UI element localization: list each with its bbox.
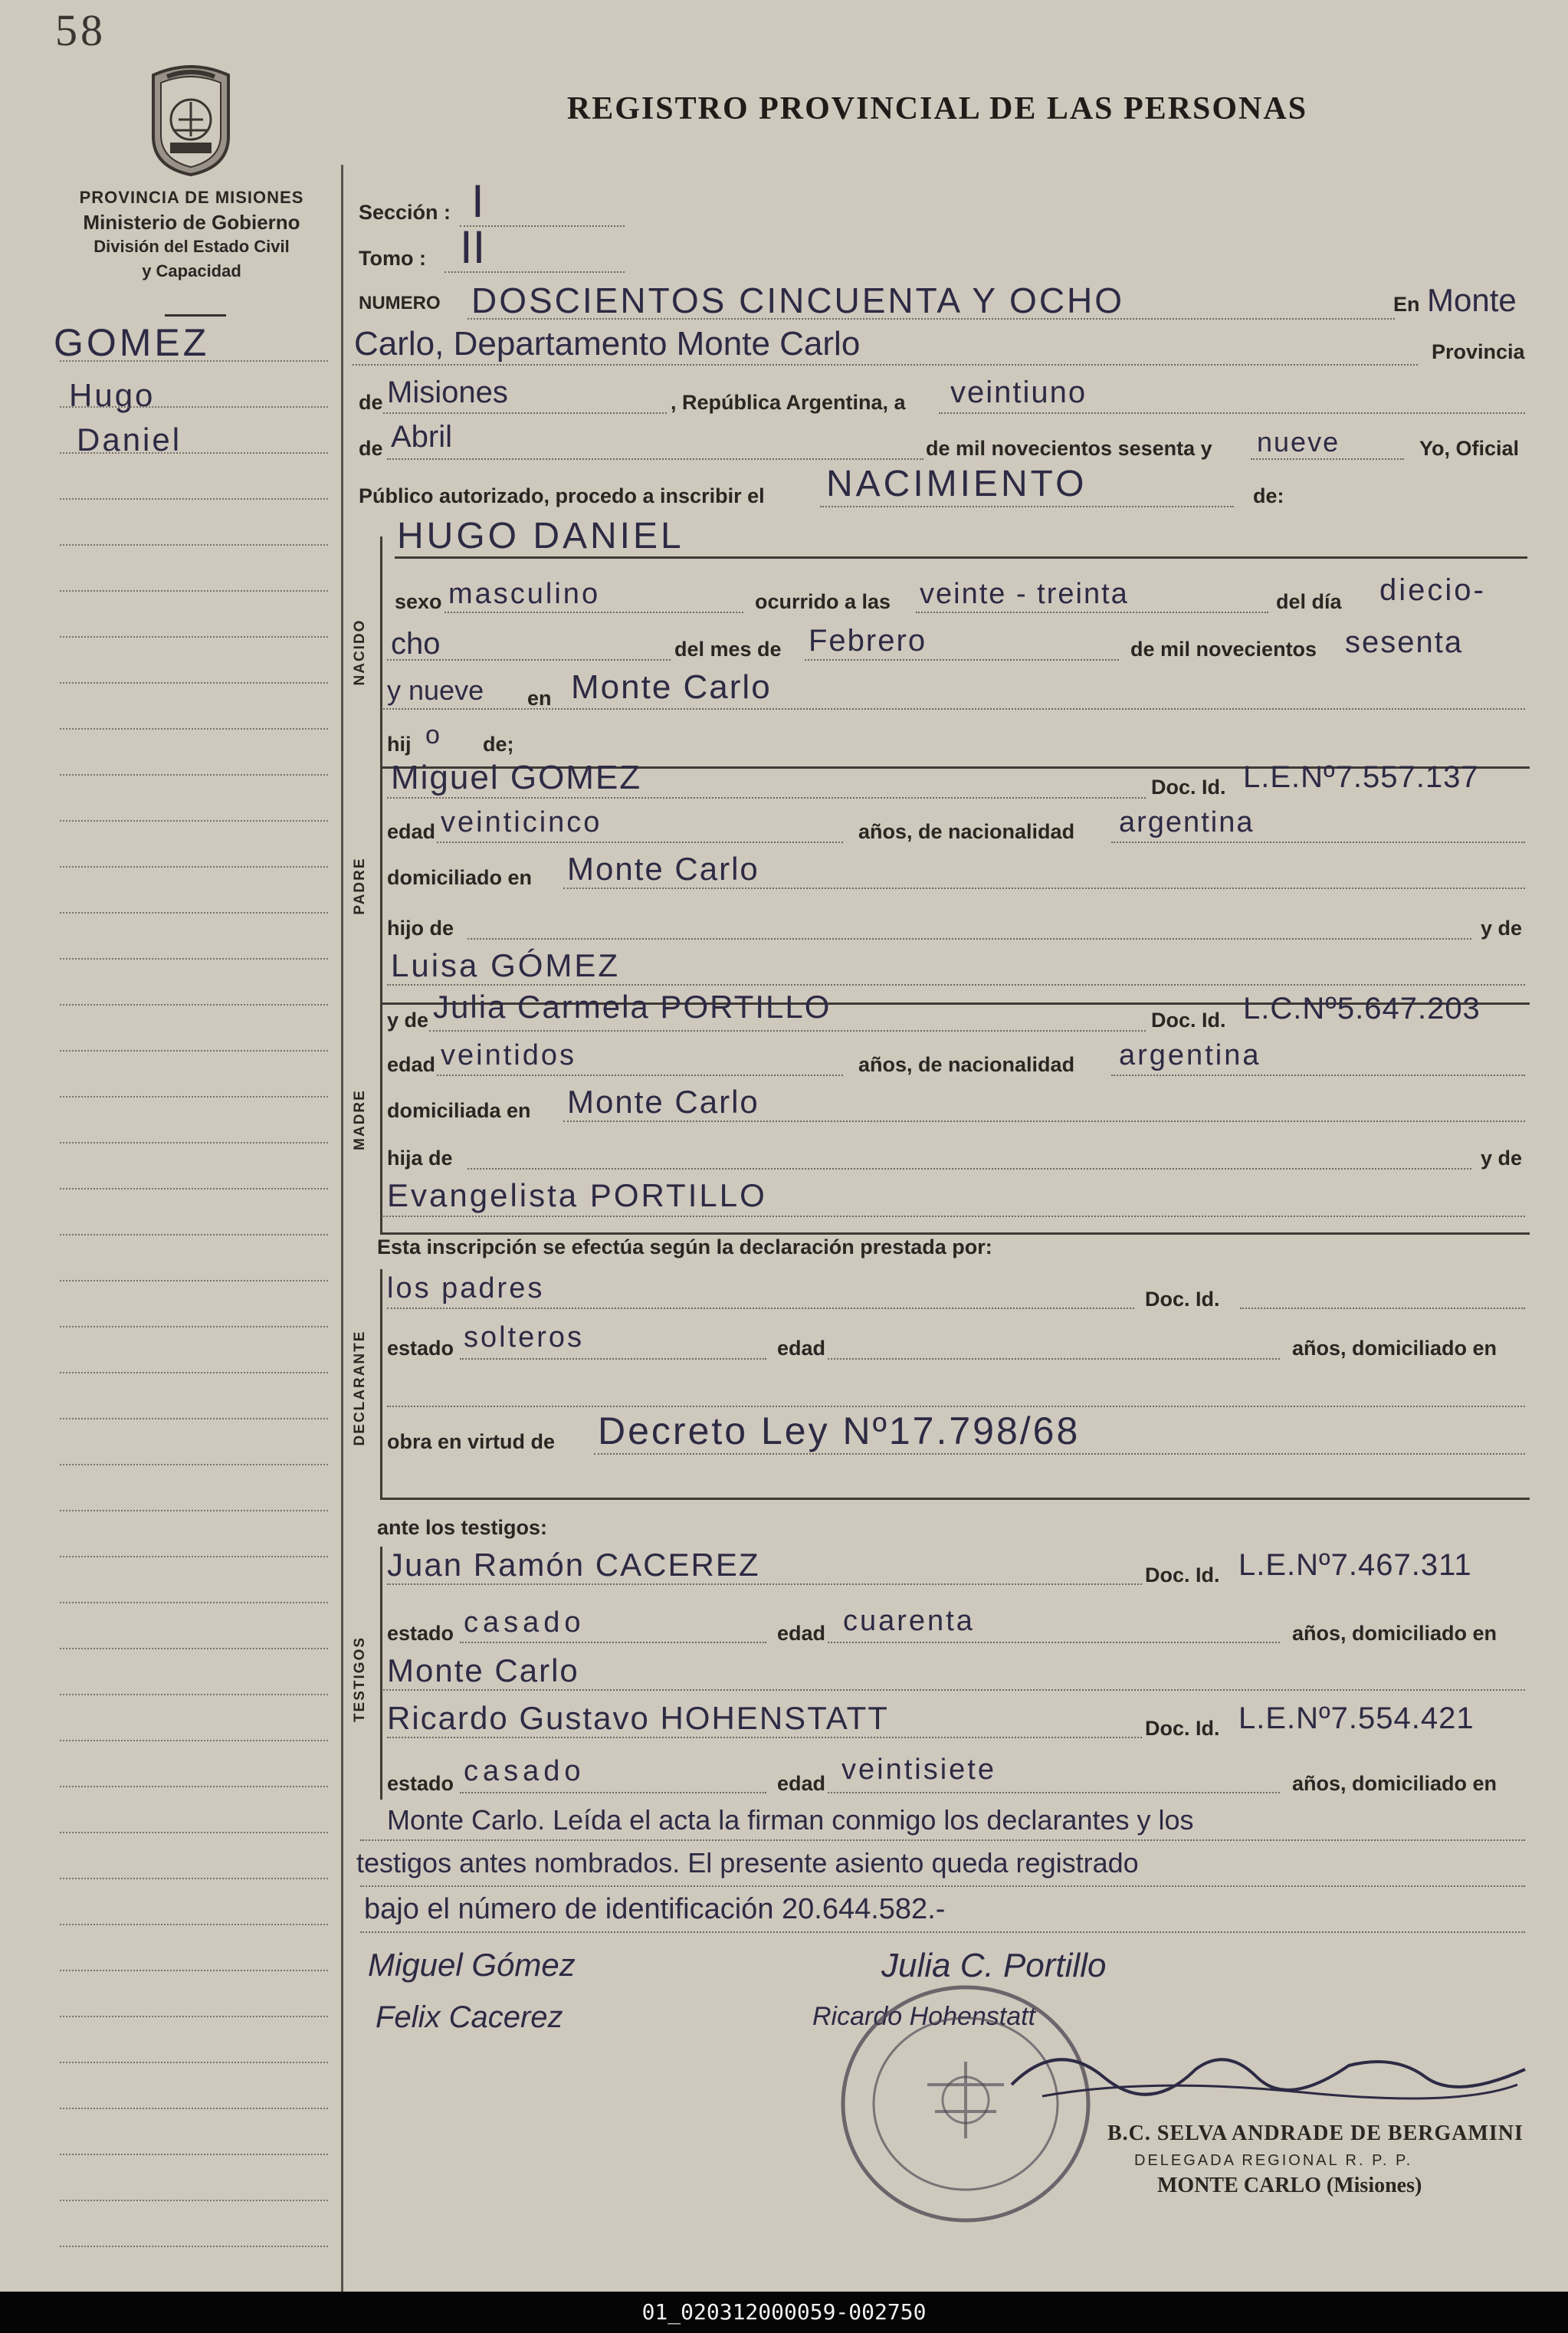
- en-label: En: [1393, 293, 1420, 316]
- testigo1-anos-label: años, domiciliado en: [1292, 1622, 1497, 1645]
- republica-label: , República Argentina, a: [671, 391, 906, 414]
- margin-rule-line: [60, 452, 328, 454]
- margin-rule-line: [60, 2246, 328, 2247]
- anio-value-1: sesenta: [1345, 625, 1464, 659]
- testigo1-doc-value: L.E.Nº7.467.311: [1238, 1548, 1472, 1582]
- testigo1-dom-value: Monte Carlo: [387, 1652, 579, 1688]
- padre-y-de-label: y de: [1481, 917, 1523, 940]
- de-mil-nov-label: de mil novecientos: [1130, 638, 1317, 661]
- padre-nac-label: años, de nacionalidad: [858, 820, 1075, 843]
- nota-linea-1: Monte Carlo. Leída el acta la firman conmigo los declarantes y los: [387, 1804, 1194, 1836]
- margin-name-2: Daniel: [77, 422, 182, 458]
- declarante-doc-label: Doc. Id.: [1145, 1288, 1220, 1311]
- de-label: de: [359, 391, 383, 414]
- numero-label: NUMERO: [359, 293, 441, 313]
- madre-doc-value: L.C.Nº5.647.203: [1243, 992, 1481, 1025]
- tomo-value: II: [460, 221, 486, 273]
- declarante-edad-label: edad: [777, 1337, 826, 1360]
- margin-rule-line: [60, 1786, 328, 1787]
- del-mes-label: del mes de: [674, 638, 782, 661]
- yo-oficial-label: Yo, Oficial: [1419, 437, 1520, 460]
- mes-value: Febrero: [809, 624, 927, 658]
- decreto-value: Decreto Ley Nº17.798/68: [598, 1409, 1081, 1452]
- sexo-value: masculino: [448, 578, 601, 610]
- sexo-label: sexo: [395, 590, 442, 613]
- de-colon-label: de:: [1253, 484, 1284, 507]
- margin-rule-line: [60, 682, 328, 684]
- margin-rule-line: [60, 2200, 328, 2201]
- margin-rule-line: [60, 1188, 328, 1189]
- margin-rule-line: [60, 1050, 328, 1052]
- margin-rule-line: [60, 1004, 328, 1006]
- padre-edad-value: veinticinco: [441, 806, 602, 838]
- testigo2-estado-value: casado: [464, 1755, 586, 1787]
- margin-rule-line: [60, 2108, 328, 2109]
- margin-rule-line: [60, 1142, 328, 1144]
- margin-rule-line: [60, 912, 328, 914]
- mes-inscripcion: Abril: [391, 420, 453, 454]
- madre-y-de2-label: y de: [1481, 1147, 1523, 1170]
- testigo1-estado-label: estado: [387, 1622, 454, 1645]
- margin-rule-line: [60, 1280, 328, 1281]
- padre-doc-label: Doc. Id.: [1151, 776, 1226, 799]
- de2-label: de: [359, 437, 383, 460]
- margin-rule-line: [60, 1602, 328, 1603]
- abuelo-materno: Evangelista PORTILLO: [387, 1177, 767, 1213]
- padre-nac-value: argentina: [1119, 806, 1255, 838]
- madre-doc-label: Doc. Id.: [1151, 1009, 1226, 1032]
- margin-rule-line: [60, 1648, 328, 1649]
- margin-rule-line: [60, 2016, 328, 2017]
- nota-linea-2: testigos antes nombrados. El presente asiento queda registrado: [356, 1847, 1139, 1879]
- margin-rule-line: [60, 406, 328, 408]
- hijo-label: hij: [387, 733, 412, 756]
- madre-edad-label: edad: [387, 1053, 436, 1076]
- padre-hijo-de-label: hijo de: [387, 917, 454, 940]
- page-number: 58: [55, 5, 106, 55]
- madre-dom-label: domiciliada en: [387, 1099, 531, 1122]
- margin-rule-line: [60, 360, 328, 362]
- testigo2-estado-label: estado: [387, 1772, 454, 1795]
- margin-rule-line: [60, 958, 328, 960]
- padre-nombre: Miguel GOMEZ: [391, 759, 642, 796]
- testigo1-estado-value: casado: [464, 1606, 586, 1639]
- madre-nac-value: argentina: [1119, 1039, 1261, 1071]
- de-semi-label: de;: [483, 733, 514, 756]
- issuing-office: [46, 185, 337, 284]
- madre-hija-de-label: hija de: [387, 1147, 453, 1170]
- padre-dom-value: Monte Carlo: [567, 851, 759, 887]
- firma-testigo-2: Ricardo Hohenstatt: [812, 2002, 1036, 2031]
- abuela-paterna: Luisa GÓMEZ: [391, 947, 621, 983]
- tomo-label: Tomo :: [359, 247, 426, 270]
- mil-nov-label: de mil novecientos sesenta y: [926, 437, 1212, 460]
- madre-edad-value: veintidos: [441, 1039, 576, 1071]
- margin-rule-line: [60, 774, 328, 776]
- testigo2-doc-value: L.E.Nº7.554.421: [1238, 1701, 1475, 1735]
- lugar-nac-value: Monte Carlo: [571, 668, 772, 706]
- margin-rule-line: [60, 1878, 328, 1879]
- margin-rule-line: [60, 1556, 328, 1557]
- margin-name-1: Hugo: [69, 377, 156, 413]
- document-page: 58 REGISTRO PROVINCIAL DE LAS PERSONAS PROVINCIA DE MISIONES Ministerio de Gobierno División del Estado Civil y Capacidad GOMEZ Hugo Daniel Sección : I Tomo : II NUMERO DOSCIENTOS CINCUENTA Y OCHO En Monte Carlo, Departamento Monte Carlo Provincia de Misiones , República Argentina, a veintiuno de Abril de mil novecientos sesenta y nueve Yo, Oficial Público autorizado, procedo a inscribir el NACIMIENTO de: NACIDO HUGO DANIEL sexo masculino ocurrido a las veinte - treinta del día diecio- cho del mes de Febrero de mil novecientos sesenta y nueve en Monte Carlo hij o de; PADRE Miguel GOMEZ Doc. Id. L.E.Nº7.557.137 edad veinticinco años, de nacionalidad argentina domiciliado en Monte Carlo hijo de y de Luisa GÓMEZ MADRE y de Julia Carmela PORTILLO Doc. Id. L.C.Nº5.647.203 edad veintidos años, de nacionalidad argentina domiciliada en Monte Carlo hija de y de Evangelista PORTILLO Esta inscripción se efectúa según la declaración prestada por: DECLARANTE los padres Doc. Id. estado solteros edad años, domiciliado en obra en virtud de Decreto Ley Nº17.798/68 ante los testigos: TESTIGOS Juan Ramón CACEREZ Doc. Id. L.E.Nº7.467.311 estado casado edad cuarenta años, domiciliado en Monte Carlo Ricardo Gustavo HOHENSTATT Doc. Id. L.E.Nº7.554.421 estado casado edad veintisiete años, domiciliado en Monte Carlo. Leída el acta la firman conmigo los declarantes y los testigos antes nombrados. El presente asiento queda registrado bajo el número de identificación 20.644.582.- Miguel Gómez Julia C. Portillo Ricardo Hohenstatt Felix Cacerez B.C. SELVA ANDRADE DE BERGAMINI DELEGADA REGIONAL R. P. P. MONTE CARLO (Misiones): [0, 0, 1568, 2292]
- margin-rule-line: [60, 1740, 328, 1741]
- seccion-value: I: [471, 176, 484, 227]
- provincia-label: Provincia: [1432, 340, 1525, 363]
- document-title: REGISTRO PROVINCIAL DE LAS PERSONAS: [566, 91, 1308, 126]
- firma-padre: Miguel Gómez: [368, 1947, 576, 1983]
- margin-rule-line: [60, 544, 328, 546]
- madre-dom-value: Monte Carlo: [567, 1084, 759, 1120]
- header-rule: [165, 314, 226, 317]
- declarante-value: los padres: [387, 1272, 545, 1304]
- testigo1-doc-label: Doc. Id.: [1145, 1564, 1220, 1587]
- margin-rule-line: [60, 1096, 328, 1098]
- oficial-lugar: MONTE CARLO (Misiones): [1157, 2174, 1422, 2197]
- nombre-value: HUGO DANIEL: [397, 516, 684, 556]
- oficial-cargo: DELEGADA REGIONAL R. P. P.: [1134, 2152, 1413, 2169]
- madre-y-de-label: y de: [387, 1009, 429, 1032]
- margin-rule-line: [60, 1326, 328, 1327]
- obra-label: obra en virtud de: [387, 1430, 556, 1453]
- hijo-suffix: o: [425, 720, 440, 750]
- testigos-label: ante los testigos:: [377, 1516, 548, 1539]
- declarante-section: [380, 1269, 1532, 1499]
- declarante-anos-label: años, domiciliado en: [1292, 1337, 1497, 1360]
- lugar-value: Carlo, Departamento Monte Carlo: [354, 325, 861, 363]
- province-label: PROVINCIA DE MISIONES: [79, 188, 304, 207]
- publico-label: Público autorizado, procedo a inscribir el: [359, 484, 765, 507]
- seccion-label: Sección :: [359, 201, 451, 224]
- testigo2-doc-label: Doc. Id.: [1145, 1717, 1220, 1740]
- margin-rule-line: [60, 1694, 328, 1695]
- madre-nac-label: años, de nacionalidad: [858, 1053, 1075, 1076]
- testigo2-edad-value: veintisiete: [841, 1754, 996, 1786]
- testigo1-nombre: Juan Ramón CACEREZ: [387, 1547, 760, 1583]
- testigo1-edad-value: cuarenta: [843, 1605, 975, 1637]
- margin-rule-line: [60, 1372, 328, 1373]
- anio-inscripcion: nueve: [1257, 426, 1340, 458]
- nota-linea-3: bajo el número de identificación 20.644.582.-: [364, 1893, 946, 1925]
- ministry-label: Ministerio de Gobierno: [83, 211, 300, 234]
- madre-nombre: Julia Carmela PORTILLO: [433, 989, 832, 1025]
- declarante-estado-value: solteros: [464, 1321, 585, 1354]
- margin-rule-line: [60, 866, 328, 868]
- dia-inscripcion: veintiuno: [950, 376, 1087, 409]
- margin-rule-line: [60, 1464, 328, 1465]
- firma-madre: Julia C. Portillo: [881, 1947, 1107, 1984]
- firma-testigo-1: Felix Cacerez: [376, 2000, 563, 2034]
- margin-rule-line: [60, 2062, 328, 2063]
- margin-rule-line: [60, 2154, 328, 2155]
- margin-rule-line: [60, 820, 328, 822]
- margin-rule-line: [60, 1510, 328, 1511]
- del-dia-label: del día: [1276, 590, 1342, 613]
- ocurrido-label: ocurrido a las: [755, 590, 891, 613]
- margin-rule-line: [60, 498, 328, 500]
- inscripcion-label: Esta inscripción se efectúa según la declaración prestada por:: [377, 1235, 992, 1258]
- capacity-label: y Capacidad: [142, 261, 241, 281]
- margin-divider: [341, 165, 343, 2292]
- oficial-nombre: B.C. SELVA ANDRADE DE BERGAMINI: [1107, 2121, 1524, 2145]
- padre-doc-value: L.E.Nº7.557.137: [1243, 760, 1479, 794]
- dia-value-2: cho: [391, 627, 441, 661]
- margin-rule-line: [60, 1418, 328, 1419]
- acto-value: NACIMIENTO: [826, 464, 1087, 504]
- padre-dom-label: domiciliado en: [387, 866, 533, 889]
- dia-value-1: diecio-: [1379, 573, 1486, 607]
- division-label: División del Estado Civil: [93, 237, 290, 256]
- declarante-estado-label: estado: [387, 1337, 454, 1360]
- testigo1-edad-label: edad: [777, 1622, 826, 1645]
- margin-rule-line: [60, 1832, 328, 1833]
- numero-value: DOSCIENTOS CINCUENTA Y OCHO: [471, 281, 1125, 320]
- firma-oficial: [996, 2023, 1533, 2115]
- margin-rule-line: [60, 636, 328, 638]
- testigo2-edad-label: edad: [777, 1772, 826, 1795]
- margin-rule-line: [60, 1970, 328, 1971]
- image-identifier: 01_020312000059-002750: [0, 2292, 1568, 2333]
- margin-rule-line: [60, 1924, 328, 1925]
- testigo2-anos-label: años, domiciliado en: [1292, 1772, 1497, 1795]
- testigo2-nombre: Ricardo Gustavo HOHENSTATT: [387, 1700, 889, 1736]
- margin-rule-line: [60, 728, 328, 730]
- hora-value: veinte - treinta: [920, 578, 1129, 610]
- margin-rule-line: [60, 590, 328, 592]
- margin-rule-line: [60, 1234, 328, 1235]
- margin-surname: GOMEZ: [54, 321, 210, 364]
- padre-edad-label: edad: [387, 820, 436, 843]
- provincia-value: Misiones: [387, 376, 508, 409]
- en-value: Monte: [1427, 282, 1517, 318]
- anio-value-2: y nueve: [387, 674, 484, 706]
- en2-label: en: [527, 687, 552, 710]
